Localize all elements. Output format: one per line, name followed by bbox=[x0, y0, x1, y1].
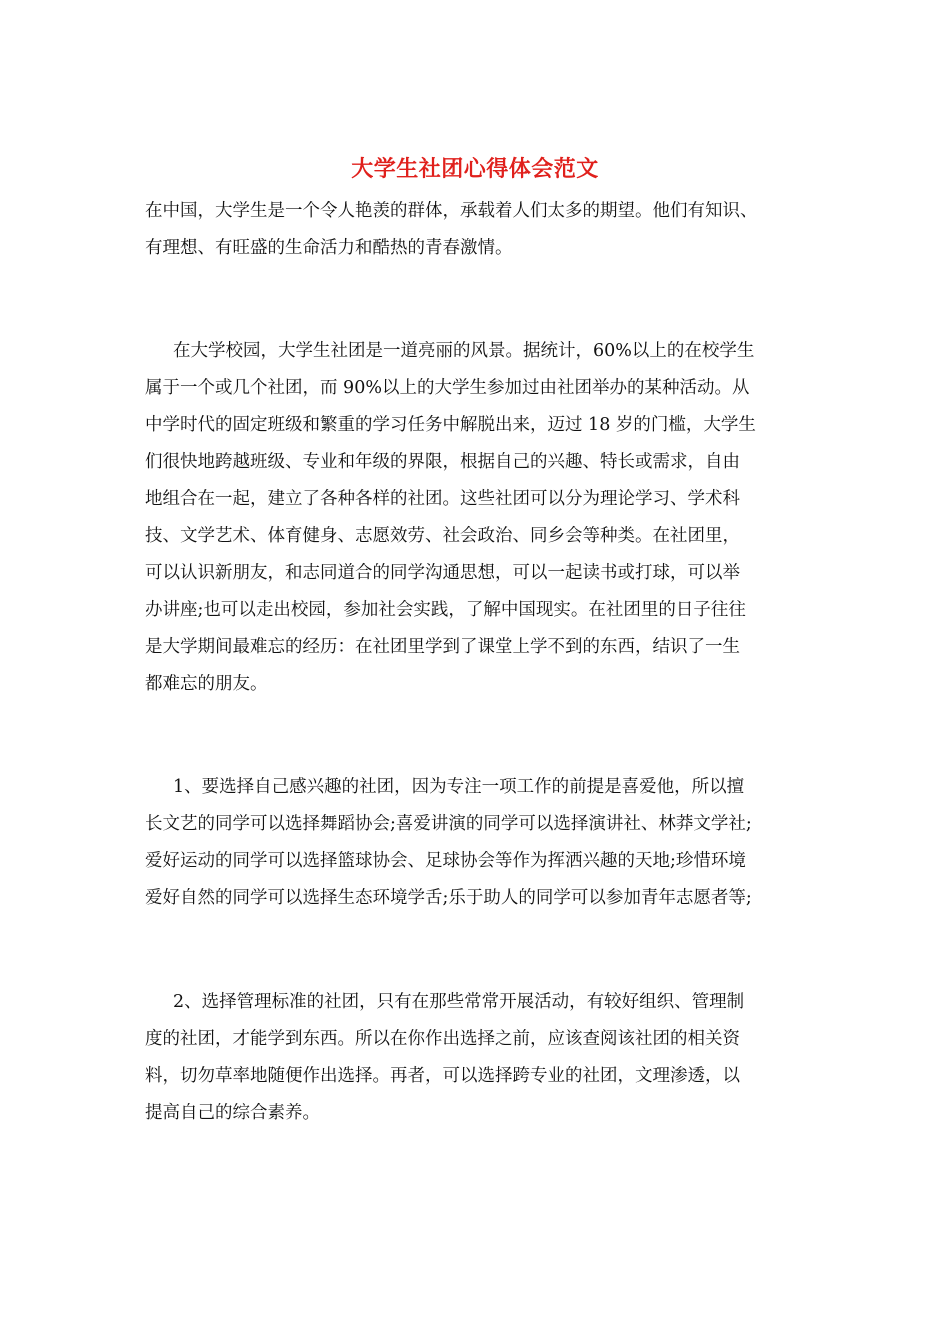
paragraph3-line-3: 料，切勿草率地随便作出选择。再者，可以选择跨专业的社团，文理渗透，以 bbox=[145, 1066, 740, 1086]
paragraph3-line-1: 2、选择管理标准的社团，只有在那些常常开展活动，有较好组织、管理制 bbox=[173, 992, 745, 1012]
paragraph1-line-2: 属于一个或几个社团，而 90%以上的大学生参加过由社团举办的某种活动。从 bbox=[145, 378, 750, 398]
paragraph1-line-3: 中学时代的固定班级和繁重的学习任务中解脱出来，迈过 18 岁的门槛，大学生 bbox=[145, 415, 756, 435]
intro-line-1: 在中国，大学生是一个令人艳羡的群体，承载着人们太多的期望。他们有知识、 bbox=[145, 201, 758, 221]
document-title: 大学生社团心得体会范文 bbox=[351, 156, 599, 182]
paragraph1-line-7: 可以认识新朋友，和志同道合的同学沟通思想，可以一起读书或打球，可以举 bbox=[145, 563, 740, 583]
paragraph1-line-6: 技、文学艺术、体育健身、志愿效劳、社会政治、同乡会等种类。在社团里， bbox=[145, 526, 740, 546]
paragraph1-line-5: 地组合在一起，建立了各种各样的社团。这些社团可以分为理论学习、学术科 bbox=[145, 489, 740, 509]
intro-line-2: 有理想、有旺盛的生命活力和酷热的青春激情。 bbox=[145, 238, 513, 258]
paragraph2-line-1: 1、要选择自己感兴趣的社团，因为专注一项工作的前提是喜爱他，所以擅 bbox=[173, 777, 745, 797]
paragraph1-line-1: 在大学校园，大学生社团是一道亮丽的风景。据统计，60%以上的在校学生 bbox=[173, 341, 755, 361]
paragraph1-line-8: 办讲座;也可以走出校园，参加社会实践，了解中国现实。在社团里的日子往往 bbox=[145, 600, 746, 620]
paragraph2-line-2: 长文艺的同学可以选择舞蹈协会;喜爱讲演的同学可以选择演讲社、林莽文学社; bbox=[145, 814, 752, 834]
paragraph2-line-4: 爱好自然的同学可以选择生态环境学舌;乐于助人的同学可以参加青年志愿者等; bbox=[145, 888, 752, 908]
paragraph1-line-10: 都难忘的朋友。 bbox=[145, 674, 268, 694]
paragraph1-line-9: 是大学期间最难忘的经历：在社团里学到了课堂上学不到的东西，结识了一生 bbox=[145, 637, 740, 657]
paragraph2-line-3: 爱好运动的同学可以选择篮球协会、足球协会等作为挥洒兴趣的天地;珍惜环境 bbox=[145, 851, 746, 871]
paragraph1-line-4: 们很快地跨越班级、专业和年级的界限，根据自己的兴趣、特长或需求，自由 bbox=[145, 452, 740, 472]
paragraph3-line-4: 提高自己的综合素养。 bbox=[145, 1103, 320, 1123]
paragraph3-line-2: 度的社团，才能学到东西。所以在你作出选择之前，应该查阅该社团的相关资 bbox=[145, 1029, 740, 1049]
